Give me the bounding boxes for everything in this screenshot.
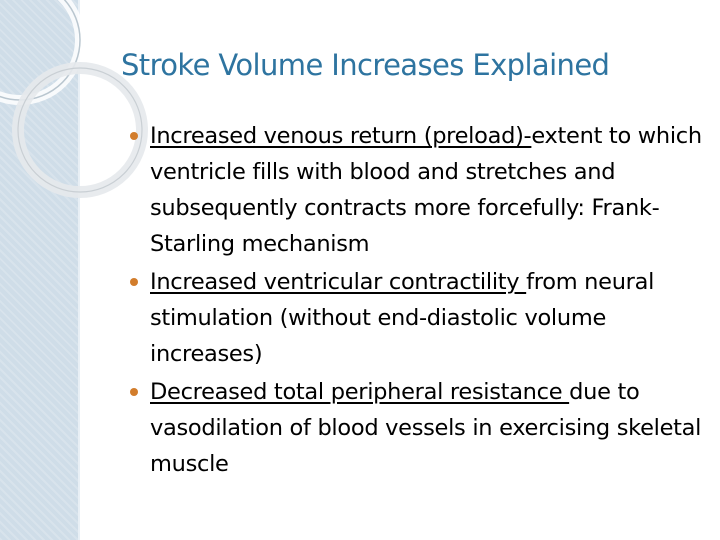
bullet-emphasis: Decreased total peripheral resistance (150, 379, 570, 405)
bullet-item (130, 118, 705, 262)
bullet-emphasis: Increased ventricular contractility (150, 269, 527, 295)
bullet-text: due to vasodilation of blood vessels in exercising skeletal muscle (150, 379, 702, 477)
bullet-text: from neural stimulation (without end-diastolic volume increases) (150, 269, 655, 367)
bullet-list (130, 118, 705, 484)
decorative-ring-medium (18, 68, 142, 192)
bullet-item (130, 264, 705, 372)
bullet-text: extent to which ventricle fills with blood and stretches and subsequently contracts more forcefully: Frank-Starling mechanism (150, 123, 702, 257)
bullet-dot-icon (130, 278, 138, 286)
bullet-dot-icon (130, 132, 138, 140)
bullet-dot-icon (130, 388, 138, 396)
bullet-emphasis: Increased venous return (preload)- (150, 123, 532, 149)
bullet-item (130, 374, 705, 482)
slide-title: Stroke Volume Increases Explained (121, 48, 610, 82)
